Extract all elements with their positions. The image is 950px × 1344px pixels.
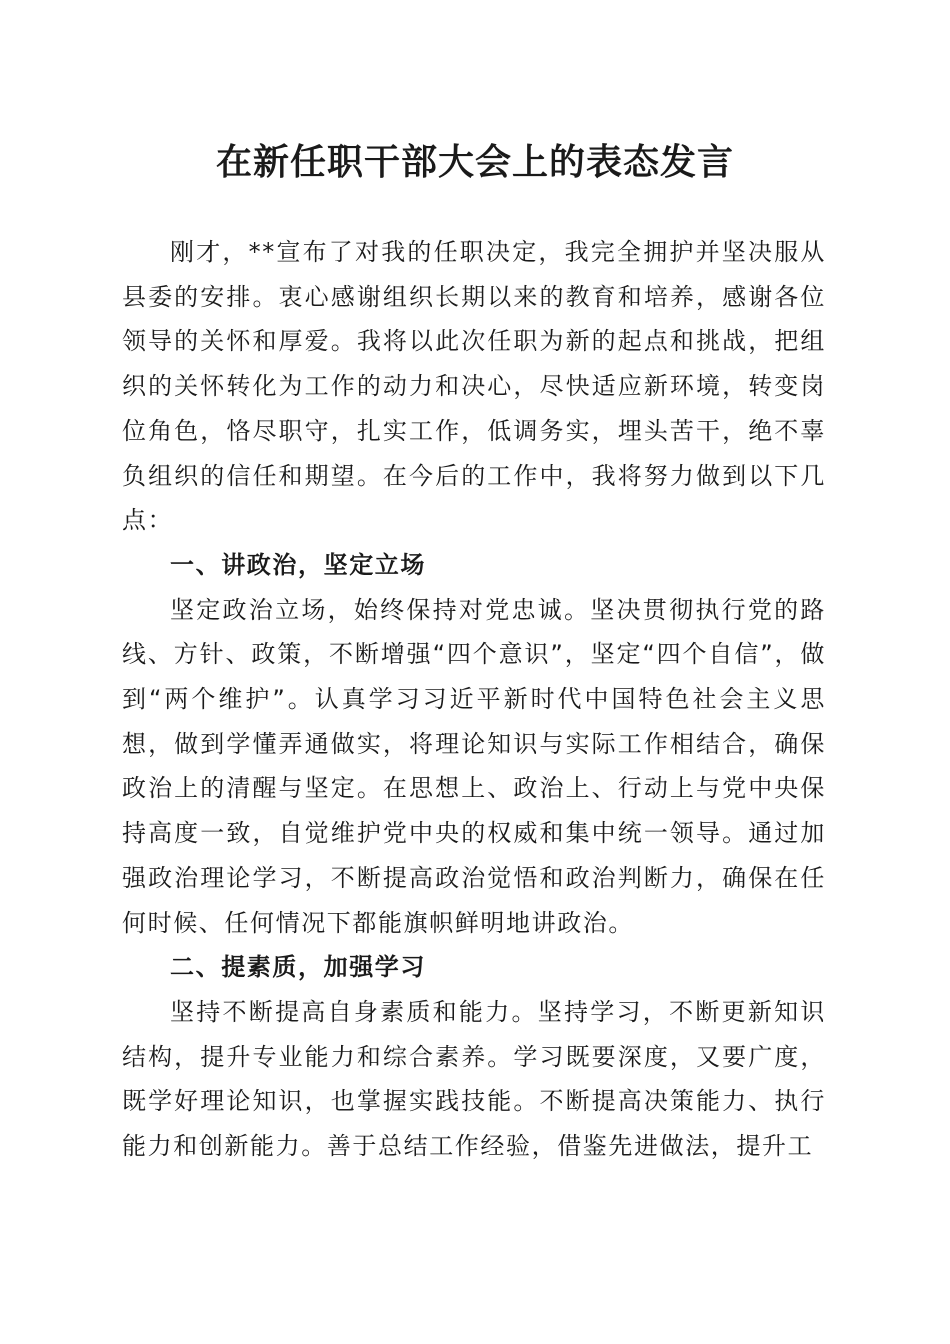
section-paragraph-2: 坚持不断提高自身素质和能力。坚持学习，不断更新知识结构，提升专业能力和综合素养。学习既要深度，又要广度，既学好理论知识，也掌握实践技能。不断提高决策能力、执行能力和创新能力。善于总结工作经验，借鉴先进做法，提升工 (122, 997, 826, 1161)
section-heading-2: 二、提素质，加强学习 (170, 953, 426, 982)
document-body (122, 230, 826, 1169)
document-title: 在新任职干部大会上的表态发言 (215, 141, 734, 183)
section-heading-1: 一、讲政治，坚定立场 (170, 550, 426, 579)
section-paragraph-1: 坚定政治立场，始终保持对党忠诚。坚决贯彻执行党的路线、方针、政策，不断增强“四个意识”，坚定“四个自信”，做到“两个维护”。认真学习习近平新时代中国特色社会主义思想，做到学懂弄通做实，将理论知识与实际工作相结合，确保政治上的清醒与坚定。在思想上、政治上、行动上与党中央保持高度一致，自觉维护党中央的权威和集中统一领导。通过加强政治理论学习，不断提高政治觉悟和政治判断力，确保在任何时候、任何情况下都能旗帜鲜明地讲政治。 (122, 595, 826, 937)
intro-paragraph: 刚才，**宣布了对我的任职决定，我完全拥护并坚决服从县委的安排。衷心感谢组织长期以来的教育和培养，感谢各位领导的关怀和厚爱。我将以此次任职为新的起点和挑战，把组织的关怀转化为工作的动力和决心，尽快适应新环境，转变岗位角色，恪尽职守，扎实工作，低调务实，埋头苦干，绝不辜负组织的信任和期望。在今后的工作中，我将努力做到以下几点： (122, 238, 826, 535)
